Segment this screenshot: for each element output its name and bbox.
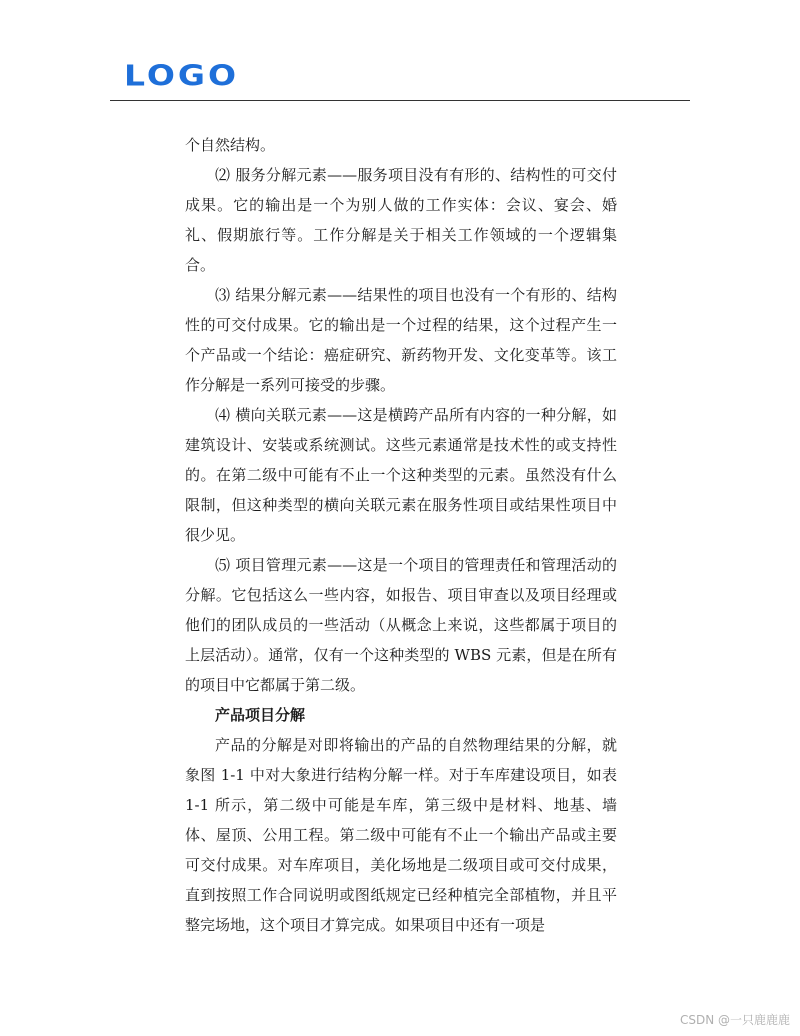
paragraph-result-elements: ⑶ 结果分解元素——结果性的项目也没有一个有形的、结构性的可交付成果。它的输出是一个过程的结果，这个过程产生一个产品或一个结论：癌症研究、新药物开发、文化变革等。该工作分解是一系列可接受的步骤。 bbox=[185, 286, 617, 394]
paragraph-cross-cutting-elements: ⑷ 横向关联元素——这是横跨产品所有内容的一种分解，如建筑设计、安装或系统测试。这些元素通常是技术性的或支持性的。在第二级中可能有不止一个这种类型的元素。虽然没有什么限制，但这种类型的横向关联元素在服务性项目或结果性项目中很少见。 bbox=[185, 406, 617, 544]
paragraph-1: 个自然结构。 bbox=[185, 136, 276, 154]
section-heading: 产品项目分解 bbox=[215, 706, 306, 724]
document-body bbox=[185, 130, 617, 940]
paragraph-product-decomposition: 产品的分解是对即将输出的产品的自然物理结果的分解，就象图 1-1 中对大象进行结构分解一样。对于车库建设项目，如表 1-1 所示，第二级中可能是车库，第三级中是材料、地基、墙体、屋顶、公用工程。第二级中可能有不止一个输出产品或主要可交付成果。对车库项目，美化场地是二级项目或可交付成果，直到按照工作合同说明或图纸规定已经种植完全部植物，并且平整完场地，这个项目才算完成。如果项目中还有一项是 bbox=[185, 736, 617, 934]
watermark: CSDN @一只鹿鹿鹿 bbox=[679, 1013, 790, 1027]
page-header bbox=[110, 60, 690, 101]
paragraph-project-management-elements: ⑸ 项目管理元素——这是一个项目的管理责任和管理活动的分解。它包括这么一些内容，如报告、项目审查以及项目经理或他们的团队成员的一些活动（从概念上来说，这些都属于项目的上层活动）。通常，仅有一个这种类型的 WBS 元素，但是在所有的项目中它都属于第二级。 bbox=[185, 556, 617, 694]
paragraph-service-elements: ⑵ 服务分解元素——服务项目没有有形的、结构性的可交付成果。它的输出是一个为别人做的工作实体：会议、宴会、婚礼、假期旅行等。工作分解是关于相关工作领域的一个逻辑集合。 bbox=[185, 166, 617, 274]
logo: LOGO bbox=[124, 59, 240, 93]
